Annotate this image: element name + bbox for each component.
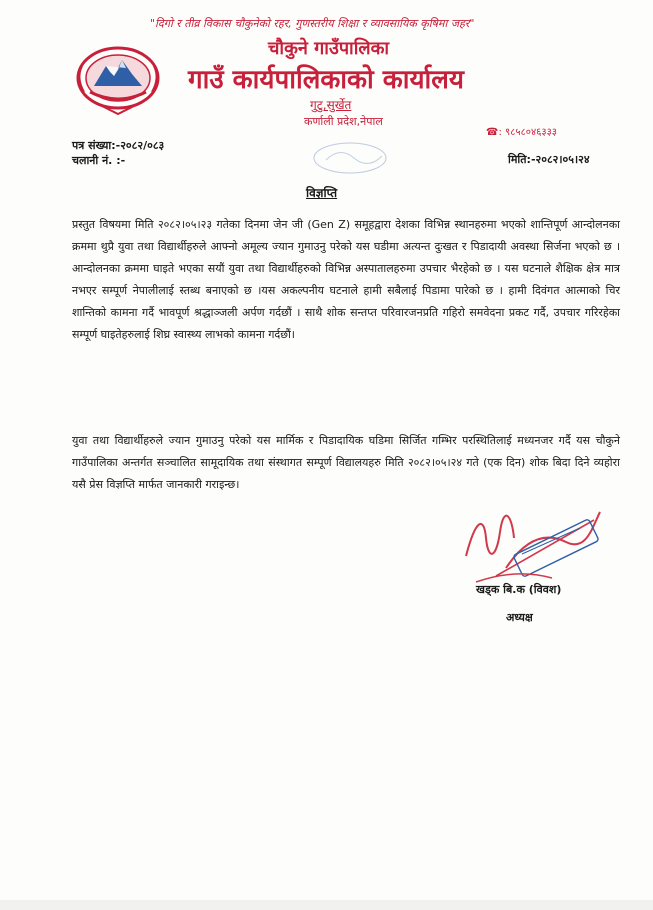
office-phone: ☎: ९८५८०४६३३३ [486, 127, 558, 138]
office-name: गाउँ कार्यपालिकाको कार्यालय [188, 65, 464, 95]
faint-stamp-mark [306, 138, 394, 178]
dispatch-number: चलानी नं. :- [72, 154, 126, 167]
municipality-emblem-icon [72, 36, 164, 120]
office-province: कर्णाली प्रदेश,नेपाल [304, 115, 383, 128]
slogan: "दिगो र तीव्र विकास चौकुनेको रहर, गुणस्तरीय शिक्षा र व्यावसायिक कृषिमा जहर" [150, 17, 475, 30]
notice-paragraph-2: युवा तथा विद्यार्थीहरुले ज्यान गुमाउनु परेको यस मार्मिक र पिडादायिक घडिमा सिर्जित गम्भिर परस्थितिलाई मध्यनजर गर्दै यस चौकुने गाउँपालिका अन्तर्गत सञ्चालित सामूदायिक तथा संस्थागत सम्पूर्ण विद्यालयहरु मिति २०८२।०५।२४ गते (एक दिन) शोक बिदा दिने व्यहोरा यसै प्रेस विज्ञप्ति मार्फत जानकारी गराइन्छ। [72, 434, 620, 491]
signer-name: खड्क बि.क (विवश) [476, 583, 562, 596]
notice-title: विज्ञप्ति [306, 186, 338, 200]
signer-designation: अध्यक्ष [506, 611, 533, 624]
page-bottom-edge [0, 900, 653, 910]
notice-paragraph-1: प्रस्तुत विषयमा मिति २०८२।०५।२३ गतेका दिनमा जेन जी (Gen Z) समूहद्वारा देशका विभिन्न स्थानहरुमा भएको शान्तिपूर्ण आन्दोलनका क्रममा थुप्रै युवा तथा विद्यार्थीहरुले आफ्नो अमूल्य ज्यान गुमाउनु परेको यस घडीमा अत्यन्त दुःखत र पिडादायी अवस्था सिर्जना भएको छ । आन्दोलनका क्रममा घाइते भएका सयौं युवा तथा विद्यार्थीहरुको विभिन्न अस्पातालहरुमा उपचार भैरहेको छ । यस घटनाले शैक्षिक क्षेत्र मात्र नभएर सम्पूर्ण नेपालीलाई स्तब्ध बनाएको छ ।यस अकल्पनीय घटनाले हामी सबैलाई पिडामा पारेको छ । हामी दिवंगत आत्माको चिर शान्तिको कामना गर्दै भावपूर्ण श्रद्धाञ्जली अर्पण गर्दछौं । साथै शोक सन्तप्त परिवारजनप्रति गहिरो समवेदना प्रकट गर्दै, उपचार गरिरहेका सम्पूर्ण घाइतेहरुलाई शिघ्र स्वास्थ्य लाभको कामना गर्दछौं। [72, 218, 620, 341]
office-location: गुटु,सुर्खेत [310, 98, 352, 112]
organization-name: चौकुने गाउँपालिका [268, 38, 390, 59]
letter-date: मिति:-२०८२।०५।२४ [508, 153, 590, 166]
reference-number: पत्र संख्या:-२०८२/०८३ [72, 139, 165, 152]
